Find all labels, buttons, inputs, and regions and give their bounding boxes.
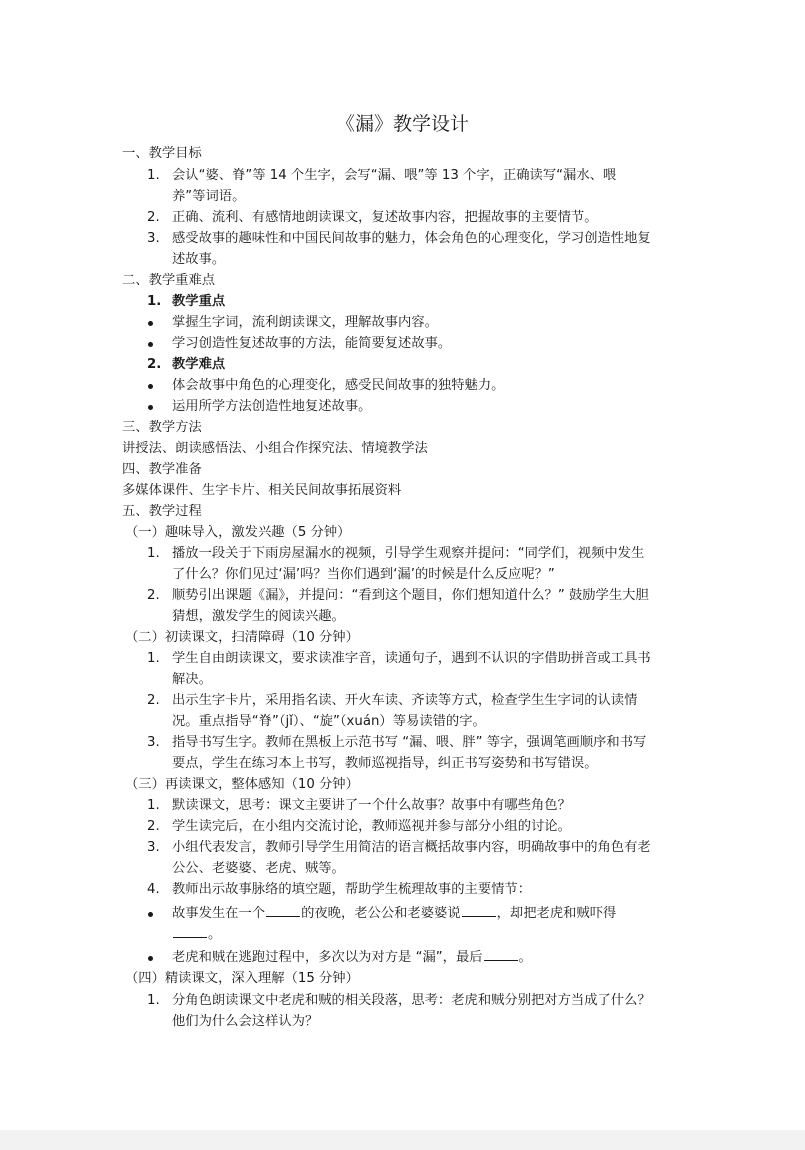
list-item-text: 公公、老婆婆、老虎、贼等。 (172, 861, 345, 876)
list-number: 1. (147, 798, 160, 813)
list-item-text: 况。重点指导“脊”（jǐ）、“旋”（xuán）等易读错的字。 (172, 714, 486, 729)
section-heading-objectives: 一、教学目标 (122, 146, 202, 161)
list-item-text: 体会故事中角色的心理变化，感受民间故事的独特魅力。 (172, 378, 505, 393)
bullet-icon (148, 405, 153, 410)
subheading-difficulty: 教学难点 (172, 357, 226, 372)
blank-line (462, 904, 496, 917)
list-number: 1. (147, 546, 160, 561)
blank-line (484, 948, 518, 961)
list-item-text: 学生读完后，在小组内交流讨论，教师巡视并参与部分小组的讨论。 (172, 819, 571, 834)
list-item-text: 指导书写生字。教师在黑板上示范书写 “漏、喂、胖” 等字，强调笔画顺序和书写 (172, 735, 647, 750)
section-heading-preparation: 四、教学准备 (122, 462, 202, 477)
bullet-icon (148, 384, 153, 389)
list-number: 3. (147, 231, 160, 246)
list-item-text: 教师出示故事脉络的填空题，帮助学生梳理故事的主要情节： (172, 882, 532, 897)
list-item-text: 解决。 (172, 672, 212, 687)
list-number: 1. (147, 651, 160, 666)
list-number: 1. (147, 993, 160, 1008)
list-number: 1. (147, 168, 160, 183)
list-number: 2. (147, 210, 160, 225)
bullet-icon (148, 342, 153, 347)
list-item-text: 养”等词语。 (172, 189, 246, 204)
fill-blank-item: 老虎和贼在逃跑过程中，多次以为对方是 “漏”，最后 。 (172, 950, 532, 965)
list-number: 2. (147, 819, 160, 834)
fill-blank-item: 故事发生在一个 的夜晚，老公公和老婆婆说 ，却把老虎和贼吓得 (172, 906, 617, 921)
page-title: 《漏》教学设计 (335, 113, 469, 135)
page-bottom-band (0, 1130, 805, 1150)
list-item-text: 掌握生字词，流利朗读课文，理解故事内容。 (172, 315, 438, 330)
paragraph-text: 讲授法、朗读感悟法、小组合作探究法、情境教学法 (122, 441, 428, 456)
list-item-text: 猜想，激发学生的阅读兴趣。 (172, 609, 345, 624)
list-number: 2. (147, 357, 162, 372)
list-item-text: 学习创造性复述故事的方法，能简要复述故事。 (172, 336, 452, 351)
list-item-text: 学生自由朗读课文，要求读准字音，读通句子，遇到不认识的字借助拼音或工具书 (172, 651, 651, 666)
list-number: 3. (147, 735, 160, 750)
list-number: 1. (147, 294, 162, 309)
list-item-text: 要点，学生在练习本上书写，教师巡视指导，纠正书写姿势和书写错误。 (172, 756, 598, 771)
blank-line (173, 925, 207, 938)
list-item-text: 播放一段关于下雨房屋漏水的视频，引导学生观察并提问：“同学们，视频中发生 (172, 546, 645, 561)
list-item-text: 小组代表发言，教师引导学生用简洁的语言概括故事内容，明确故事中的角色有老 (172, 840, 651, 855)
list-item-text: 出示生字卡片，采用指名读、开火车读、齐读等方式，检查学生生字词的认读情 (172, 693, 638, 708)
paragraph-text: 多媒体课件、生字卡片、相关民间故事拓展资料 (122, 483, 402, 498)
list-item-text: 默读课文，思考：课文主要讲了一个什么故事？故事中有哪些角色？ (172, 798, 571, 813)
list-item-text: 他们为什么会这样认为？ (172, 1014, 319, 1029)
bullet-icon (148, 956, 153, 961)
bullet-icon (148, 912, 153, 917)
list-number: 4. (147, 882, 160, 897)
section-heading-key-points: 二、教学重难点 (122, 273, 216, 288)
list-number: 3. (147, 840, 160, 855)
list-item-text: 运用所学方法创造性地复述故事。 (172, 399, 372, 414)
list-item-text: 了什么？你们见过‘漏’吗？当你们遇到‘漏’的时候是什么反应呢？” (172, 567, 555, 582)
subsection-heading: （一）趣味导入，激发兴趣（5 分钟） (125, 525, 351, 540)
subsection-heading: （二）初读课文，扫清障碍（10 分钟） (125, 630, 359, 645)
list-item-text: 感受故事的趣味性和中国民间故事的魅力，体会角色的心理变化，学习创造性地复 (172, 231, 651, 246)
section-heading-methods: 三、教学方法 (122, 420, 202, 435)
subsection-heading: （三）再读课文，整体感知（10 分钟） (125, 777, 359, 792)
list-item-text: 会认“婆、脊”等 14 个生字，会写“漏、喂”等 13 个字，正确读写“漏水、喂 (172, 168, 617, 183)
list-number: 2. (147, 588, 160, 603)
subsection-heading: （四）精读课文，深入理解（15 分钟） (125, 971, 359, 986)
bullet-icon (148, 321, 153, 326)
list-number: 2. (147, 693, 160, 708)
subheading-key: 教学重点 (172, 294, 226, 309)
list-item-text: 分角色朗读课文中老虎和贼的相关段落，思考：老虎和贼分别把对方当成了什么？ (172, 993, 651, 1008)
list-item-text: 述故事。 (172, 252, 226, 267)
fill-blank-item: 。 (172, 925, 221, 945)
blank-line (266, 904, 300, 917)
list-item-text: 正确、流利、有感情地朗读课文，复述故事内容，把握故事的主要情节。 (172, 210, 598, 225)
list-item-text: 顺势引出课题《漏》，并提问：“看到这个题目，你们想知道什么？” 鼓励学生大胆 (172, 588, 649, 603)
section-heading-process: 五、教学过程 (122, 504, 202, 519)
